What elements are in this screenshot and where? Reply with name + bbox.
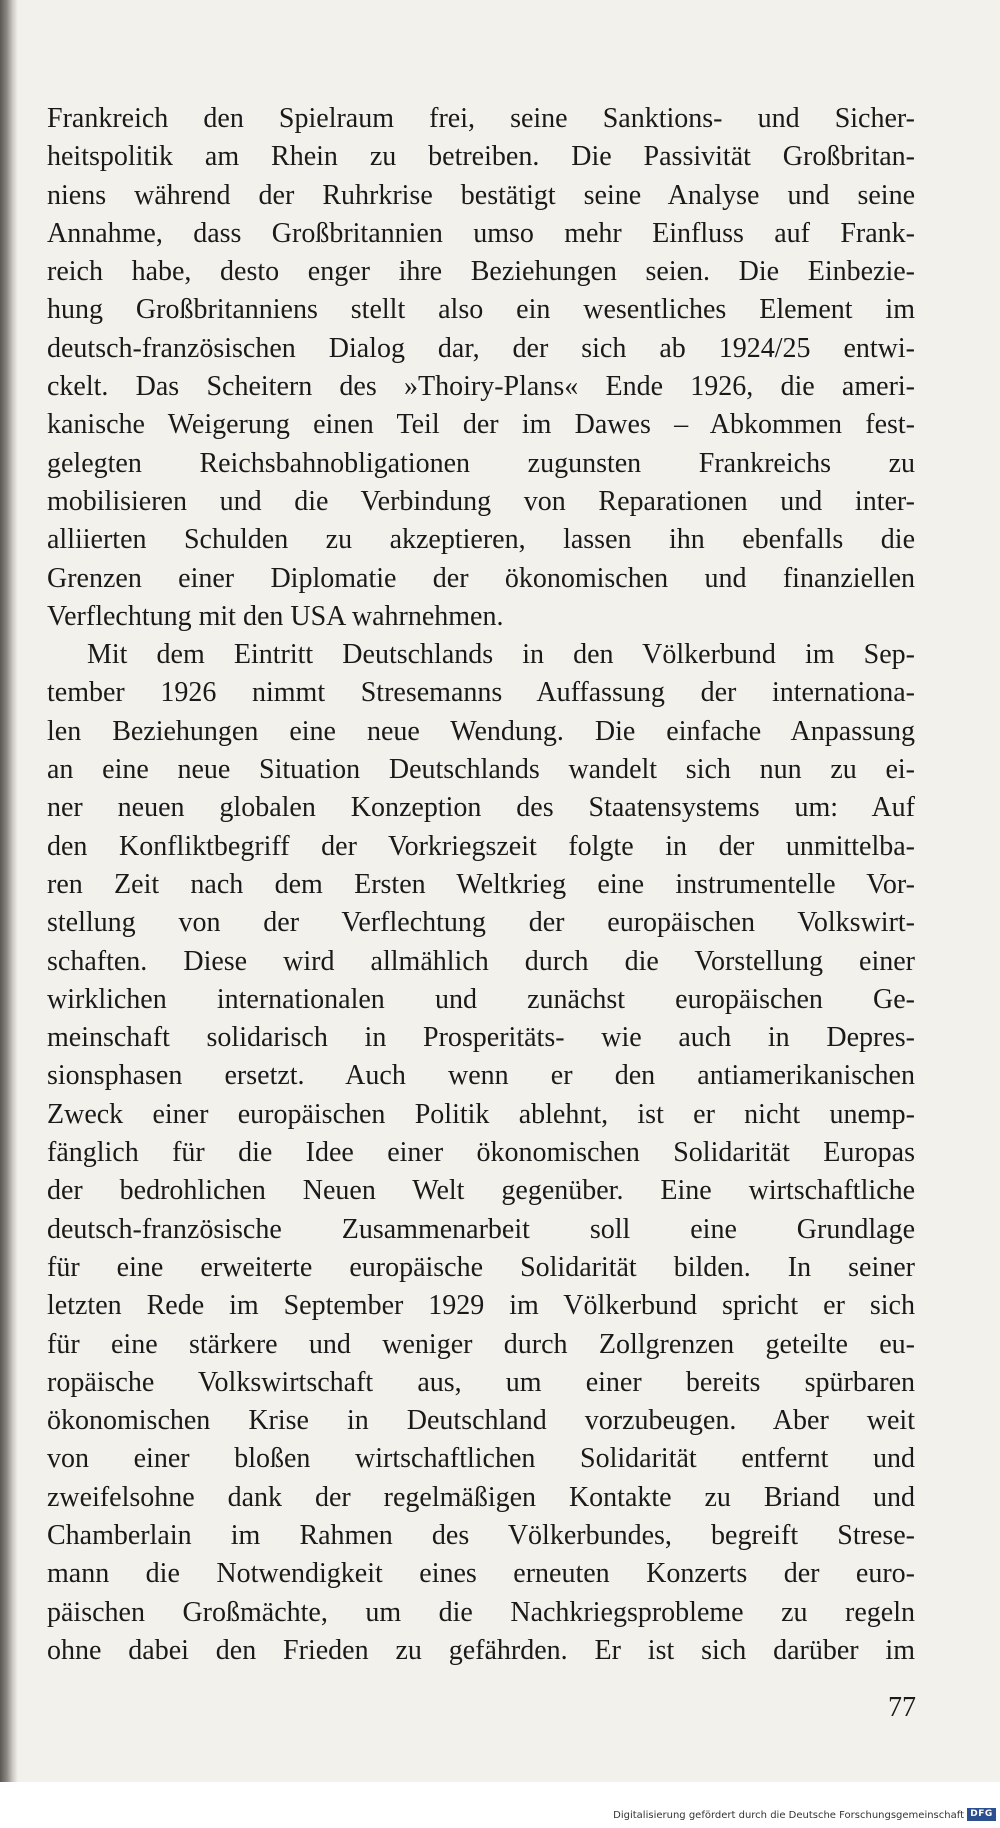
page-binding-edge [0, 0, 18, 1782]
text-line: ner neuen globalen Konzeption des Staatensystems um: Auf [47, 792, 915, 824]
text-line: Mit dem Eintritt Deutschlands in den Völkerbund im Sep- [87, 639, 915, 671]
text-line: für eine stärkere und weniger durch Zollgrenzen geteilte eu- [47, 1328, 915, 1360]
text-line: Verflechtung mit den USA wahrnehmen. [47, 600, 504, 632]
text-line: ökonomischen Krise in Deutschland vorzubeugen. Aber weit [47, 1405, 915, 1437]
text-line: ren Zeit nach dem Ersten Weltkrieg eine instrumentelle Vor- [47, 868, 915, 900]
text-line: fänglich für die Idee einer ökonomischen Solidarität Europas [47, 1137, 915, 1169]
text-line: kanische Weigerung einen Teil der im Dawes – Abkommen fest- [47, 409, 915, 441]
text-line: alliierten Schulden zu akzeptieren, lassen ihn ebenfalls die [47, 524, 915, 556]
text-line: deutsch-französische Zusammenarbeit soll eine Grundlage [47, 1213, 915, 1245]
text-line: zweifelsohne dank der regelmäßigen Kontakte zu Briand und [47, 1481, 915, 1513]
dfg-logo: DFG [967, 1808, 996, 1821]
text-line: tember 1926 nimmt Stresemanns Auffassung der internationa- [47, 677, 915, 709]
text-line: Annahme, dass Großbritannien umso mehr Einfluss auf Frank- [47, 217, 915, 249]
text-line: der bedrohlichen Neuen Welt gegenüber. Eine wirtschaftliche [47, 1175, 915, 1207]
text-line: sionsphasen ersetzt. Auch wenn er den antiamerikanischen [47, 1060, 915, 1092]
text-line: päischen Großmächte, um die Nachkriegsprobleme zu regeln [47, 1596, 915, 1628]
body-text [47, 100, 915, 1670]
text-line: mann die Notwendigkeit eines erneuten Konzerts der euro- [47, 1558, 915, 1590]
text-line: von einer bloßen wirtschaftlichen Solidarität entfernt und [47, 1443, 915, 1475]
text-line: deutsch-französischen Dialog dar, der sich ab 1924/25 entwi- [47, 332, 915, 364]
page-number: 77 [888, 1692, 916, 1723]
text-line: stellung von der Verflechtung der europäischen Volkswirt- [47, 907, 915, 939]
text-line: ckelt. Das Scheitern des »Thoiry-Plans« Ende 1926, die ameri- [47, 371, 915, 403]
text-line: mobilisieren und die Verbindung von Reparationen und inter- [47, 485, 915, 517]
text-line: niens während der Ruhrkrise bestätigt seine Analyse und seine [47, 179, 915, 211]
text-line: ohne dabei den Frieden zu gefährden. Er ist sich darüber im [47, 1634, 915, 1666]
text-line: Chamberlain im Rahmen des Völkerbundes, begreift Strese- [47, 1519, 915, 1551]
text-line: Zweck einer europäischen Politik ablehnt, ist er nicht unemp- [47, 1098, 915, 1130]
text-line: Grenzen einer Diplomatie der ökonomischen und finanziellen [47, 562, 915, 594]
text-line: heitspolitik am Rhein zu betreiben. Die Passivität Großbritan- [47, 141, 915, 173]
text-line: gelegten Reichsbahnobligationen zugunsten Frankreichs zu [47, 447, 915, 479]
text-line: wirklichen internationalen und zunächst europäischen Ge- [47, 983, 915, 1015]
text-line: len Beziehungen eine neue Wendung. Die einfache Anpassung [47, 715, 915, 747]
text-line: meinschaft solidarisch in Prosperitäts- wie auch in Depres- [47, 1022, 915, 1054]
text-line: für eine erweiterte europäische Solidarität bilden. In seiner [47, 1251, 915, 1283]
text-line: den Konfliktbegriff der Vorkriegszeit folgte in der unmittelba- [47, 830, 915, 862]
text-line: an eine neue Situation Deutschlands wandelt sich nun zu ei- [47, 754, 915, 786]
footer-strip [0, 1782, 1000, 1828]
text-line: Frankreich den Spielraum frei, seine Sanktions- und Sicher- [47, 103, 915, 134]
funding-credit: Digitalisierung gefördert durch die Deutsche Forschungsgemeinschaft [613, 1810, 964, 1821]
text-line: hung Großbritanniens stellt also ein wesentliches Element im [47, 294, 915, 326]
text-line: schaften. Diese wird allmählich durch die Vorstellung einer [47, 945, 915, 977]
text-line: ropäische Volkswirtschaft aus, um einer bereits spürbaren [47, 1366, 915, 1398]
text-line: letzten Rede im September 1929 im Völkerbund spricht er sich [47, 1290, 915, 1322]
text-line: reich habe, desto enger ihre Beziehungen seien. Die Einbezie- [47, 256, 915, 288]
